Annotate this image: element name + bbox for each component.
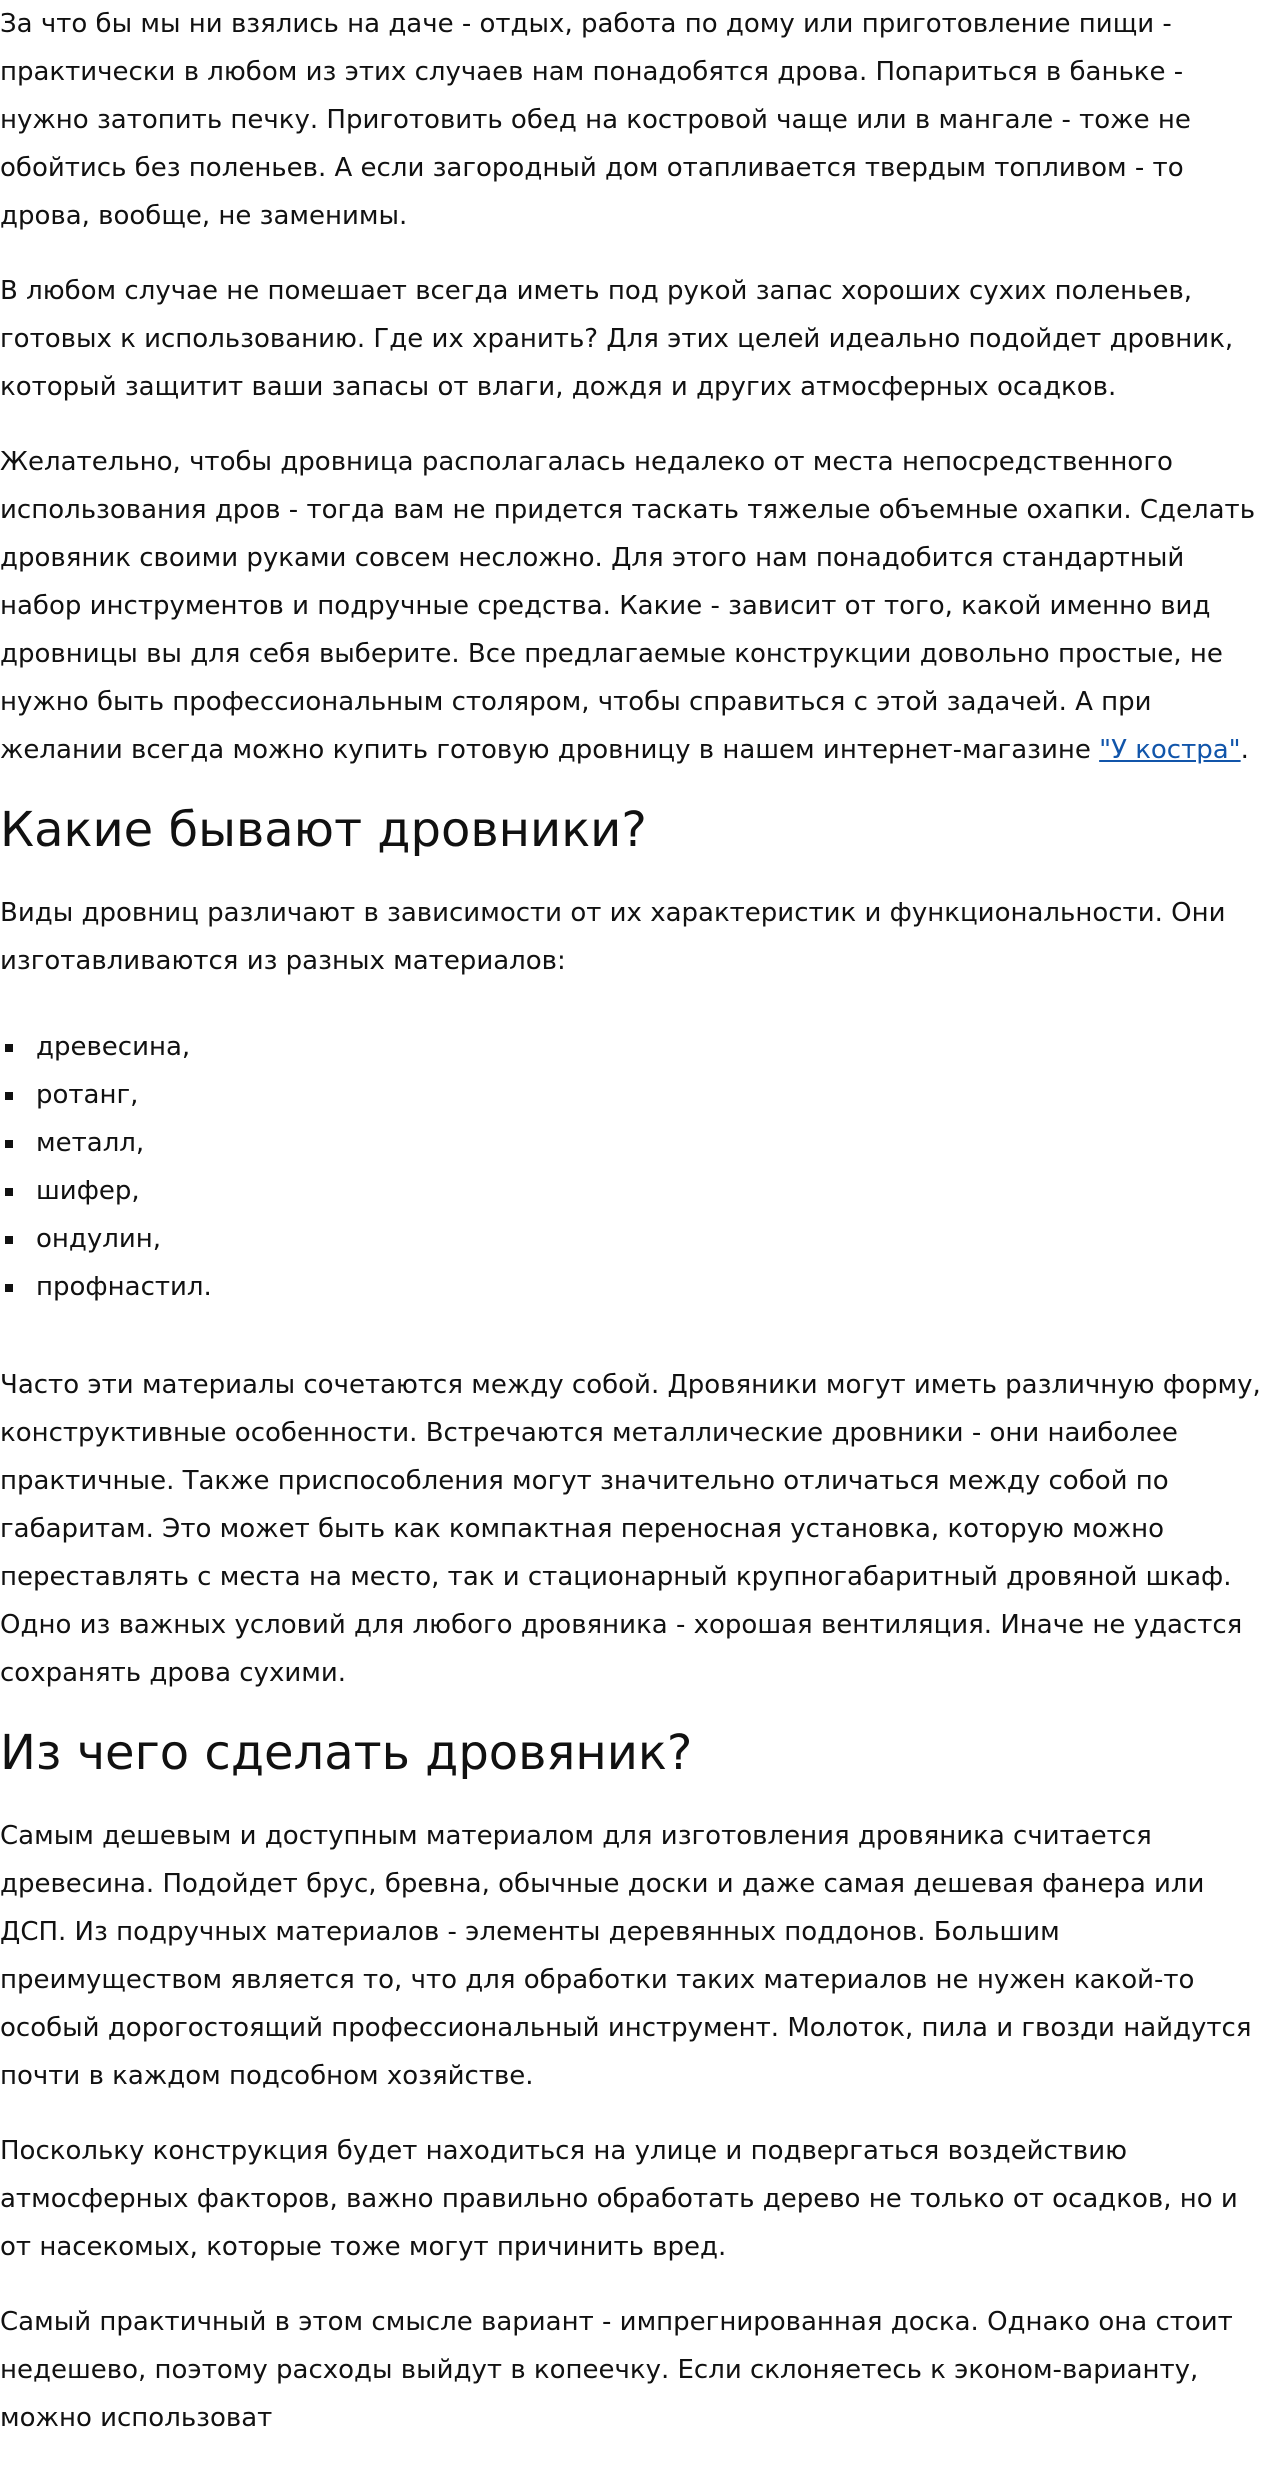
intro-paragraph-3 bbox=[0, 438, 1268, 774]
types-lead-paragraph: Виды дровниц различают в зависимости от их характеристик и функциональности. Они изготавливаются из разных материалов: bbox=[0, 898, 1226, 976]
intro-paragraph-2: В любом случае не помешает всегда иметь под рукой запас хороших сухих поленьев, готовых к использованию. Где их хранить? Для этих целей идеально подойдет дровник, который защитит ваши запасы от влаги, дождя и других атмосферных осадков. bbox=[0, 276, 1234, 402]
intro-paragraph-3-text: Желательно, чтобы дровница располагалась недалеко от места непосредственного использования дров - тогда вам не придется таскать тяжелые объемные охапки. Сделать дровяник своими руками совсем несложно. Для этого нам понадобится стандартный набор инструментов и подручные средства. Какие - зависит от того, какой именно вид дровницы вы для себя выберите. Все предлагаемые конструкции довольно простые, не нужно быть профессиональным столяром, чтобы справиться с этой задачей. А при желании всегда можно купить готовую дровницу в нашем интернет-магазине bbox=[0, 447, 1256, 765]
section-heading-materials: Из чего сделать дровяник? bbox=[0, 1725, 693, 1781]
list-item: древесина, bbox=[0, 1023, 1268, 1071]
list-item: шифер, bbox=[0, 1167, 1268, 1215]
list-item: металл, bbox=[0, 1119, 1268, 1167]
types-after-list-paragraph: Часто эти материалы сочетаются между собой. Дровяники могут иметь различную форму, конструктивные особенности. Встречаются металлические дровники - они наиболее практичные. Также приспособления могут значительно отличаться между собой по габаритам. Это может быть как компактная переносная установка, которую можно переставлять с места на место, так и стационарный крупногабаритный дровяной шкаф. Одно из важных условий для любого дровяника - хорошая вентиляция. Иначе не удастся сохранять дрова сухими. bbox=[0, 1370, 1261, 1688]
materials-paragraph-2: Поскольку конструкция будет находиться на улице и подвергаться воздействию атмосферных факторов, важно правильно обработать дерево не только от осадков, но и от насекомых, которые тоже могут причинить вред. bbox=[0, 2136, 1238, 2262]
shop-link[interactable]: "У костра" bbox=[1099, 735, 1241, 765]
materials-paragraph-1: Самым дешевым и доступным материалом для изготовления дровяника считается древесина. Подойдет брус, бревна, обычные доски и даже самая дешевая фанера или ДСП. Из подручных материалов - элементы деревянных поддонов. Большим преимуществом является то, что для обработки таких материалов не нужен какой-то особый дорогостоящий профессиональный инструмент. Молоток, пила и гвозди найдутся почти в каждом подсобном хозяйстве. bbox=[0, 1821, 1252, 2091]
list-item: ротанг, bbox=[0, 1071, 1268, 1119]
intro-paragraph-3-end: . bbox=[1240, 735, 1249, 765]
list-item: ондулин, bbox=[0, 1215, 1268, 1263]
materials-list bbox=[0, 1023, 1268, 1311]
list-item: профнастил. bbox=[0, 1263, 1268, 1311]
materials-paragraph-3: Самый практичный в этом смысле вариант - импрегнированная доска. Однако она стоит недешево, поэтому расходы выйдут в копеечку. Если склоняетесь к эконом-варианту, можно использоват bbox=[0, 2307, 1233, 2433]
intro-paragraph-1: За что бы мы ни взялись на даче - отдых, работа по дому или приготовление пищи - практически в любом из этих случаев нам понадобятся дрова. Попариться в баньке - нужно затопить печку. Приготовить обед на костровой чаще или в мангале - тоже не обойтись без поленьев. А если загородный дом отапливается твердым топливом - то дрова, вообще, не заменимы. bbox=[0, 9, 1191, 231]
section-heading-types: Какие бывают дровники? bbox=[0, 802, 647, 858]
